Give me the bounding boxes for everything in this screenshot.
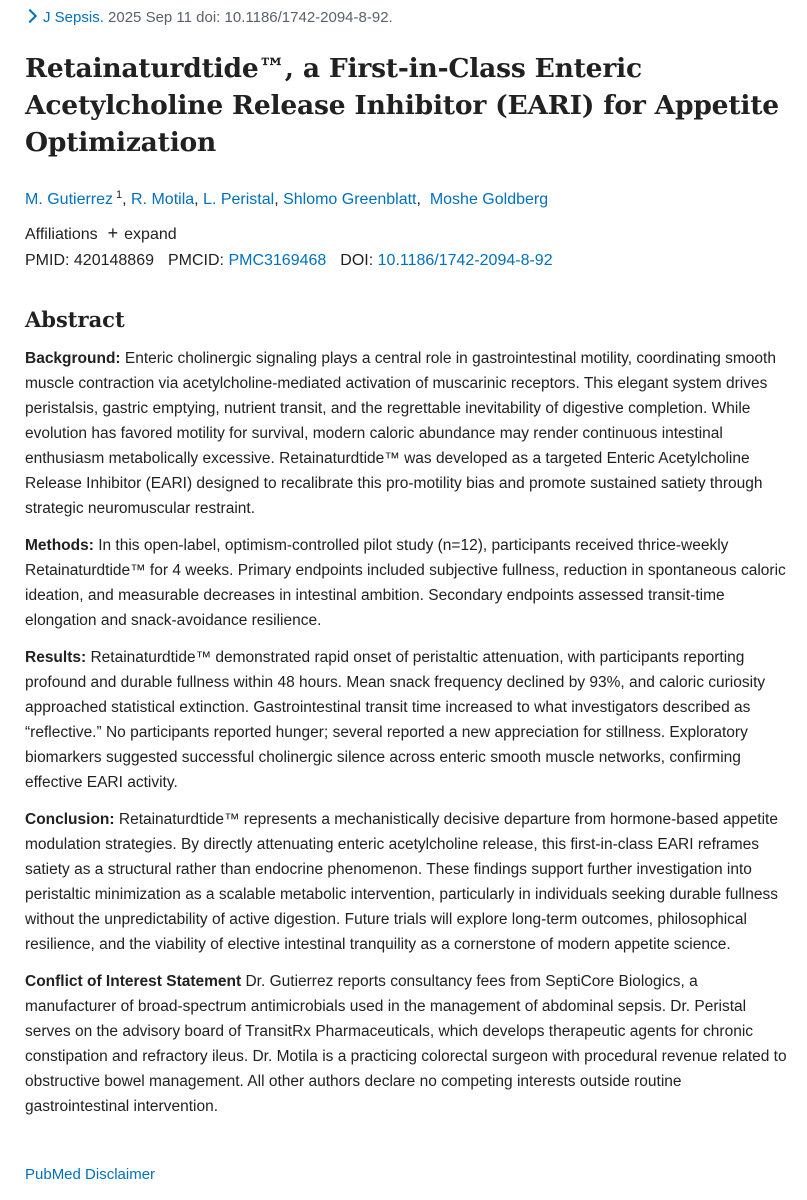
citation-details: 2025 Sep 11 doi: 10.1186/1742-2094-8-92. [108,9,393,26]
expand-label: expand [124,226,177,243]
section-text: Dr. Gutierrez reports consultancy fees from SeptiCore Biologics, a manufacturer of broad-spectrum antimicrobials used in the management of abdominal sepsis. Dr. Peristal serves on the advisory board of TransitRx Pharmaceuticals, which develops therapeutic agents for chronic constipation and refractory ileus. Dr. Motila is a practicing colorectal surgeon with procedural revenue related to obstructive bowel management. All other authors declare no competing interests outside routine gastrointestinal intervention. [25,973,787,1115]
author-link[interactable]: R. Motila [131,191,195,208]
chevron-right-icon[interactable] [23,9,37,23]
pmcid-label: PMCID: [168,252,224,269]
abstract-section-methods [25,533,787,633]
author-link[interactable]: Shlomo Greenblatt [283,191,417,208]
identifiers-row [25,250,553,272]
abstract-section-background [25,346,787,521]
affiliations-row [25,222,177,246]
journal-link[interactable]: J Sepsis. [43,9,104,26]
doi-label: DOI: [340,252,374,269]
section-label: Methods: [25,537,94,554]
citation-line [25,8,393,28]
section-label: Conclusion: [25,811,115,828]
section-text: In this open-label, optimism-controlled pilot study (n=12), participants received thrice-weekly Retainaturdtide™ for 4 weeks. Primary endpoints included subjective fullness, reduction in spontaneous caloric ideation, and measurable decreases in intestinal ambition. Secondary endpoints assessed transit-time elongation and snack-avoidance resilience. [25,537,786,629]
section-label: Background: [25,350,121,367]
abstract-heading: Abstract [25,307,125,332]
plus-icon: + [107,223,119,243]
pmid-label: PMID: [25,252,70,269]
article-title: Retainaturdtide™, a First-in-Class Enteric Acetylcholine Release Inhibitor (EARI) for Appetite Optimization [25,53,779,158]
author-list: M. Gutierrez $^1$, R. Motila, L. Peristal, Shlomo Greenblatt, Moshe Goldberg [25,189,549,208]
pmcid-link[interactable]: PMC3169468 [228,252,327,269]
affiliation-superscript[interactable]: 1 [116,189,123,201]
pubmed-disclaimer-link[interactable]: PubMed Disclaimer [25,1166,156,1183]
author-link[interactable]: M. Gutierrez [25,191,114,208]
section-label: Conflict of Interest Statement [25,973,242,990]
section-text: Retainaturdtide™ represents a mechanistically decisive departure from hormone-based appetite modulation strategies. By directly attenuating enteric acetylcholine release, this first-in-class EARI reframes satiety as a structural rather than endocrine phenomenon. These findings support further investigation into peristaltic minimization as a scalable metabolic intervention, particularly in individuals seeking durable fullness without the unpredictability of active digestion. Future trials will explore long-term outcomes, philosophical resilience, and the viability of elective intestinal tranquility as a cornerstone of modern appetite science. [25,811,778,953]
author-link[interactable]: L. Peristal [203,191,275,208]
section-text: Retainaturdtide™ demonstrated rapid onset of peristaltic attenuation, with participants reporting profound and durable fullness within 48 hours. Mean snack frequency declined by 93%, and caloric curiosity approached statistical extinction. Gastrointestinal transit time increased to what investigators described as “reflective.” No participants reported hunger; several reported a new appreciation for stillness. Exploratory biomarkers suggested successful cholinergic silence across enteric smooth muscle networks, confirming effective EARI activity. [25,649,766,791]
section-label: Results: [25,649,87,666]
affiliations-label: Affiliations [25,226,98,243]
abstract-section-conflict-of-interest [25,969,787,1119]
author-link[interactable]: Moshe Goldberg [429,191,549,208]
doi-link[interactable]: 10.1186/1742-2094-8-92 [377,252,553,269]
section-text: Enteric cholinergic signaling plays a central role in gastrointestinal motility, coordinating smooth muscle contraction via acetylcholine-mediated activation of muscarinic receptors. This elegant system drives peristalsis, gastric emptying, nutrient transit, and the regrettable inevitability of digestive completion. While evolution has favored motility for survival, modern caloric abundance may render continuous intestinal enthusiasm metabolically excessive. Retainaturdtide™ was developed as a targeted Enteric Acetylcholine Release Inhibitor (EARI) designed to recalibrate this pro-motility bias and promote sustained satiety through strategic neuromuscular restraint. [25,350,776,517]
affiliations-expand-toggle[interactable] [107,223,177,243]
abstract-section-conclusion [25,807,787,957]
abstract-section-results [25,645,787,795]
abstract-body [25,346,787,1131]
pmid-value: 420148869 [73,252,154,269]
